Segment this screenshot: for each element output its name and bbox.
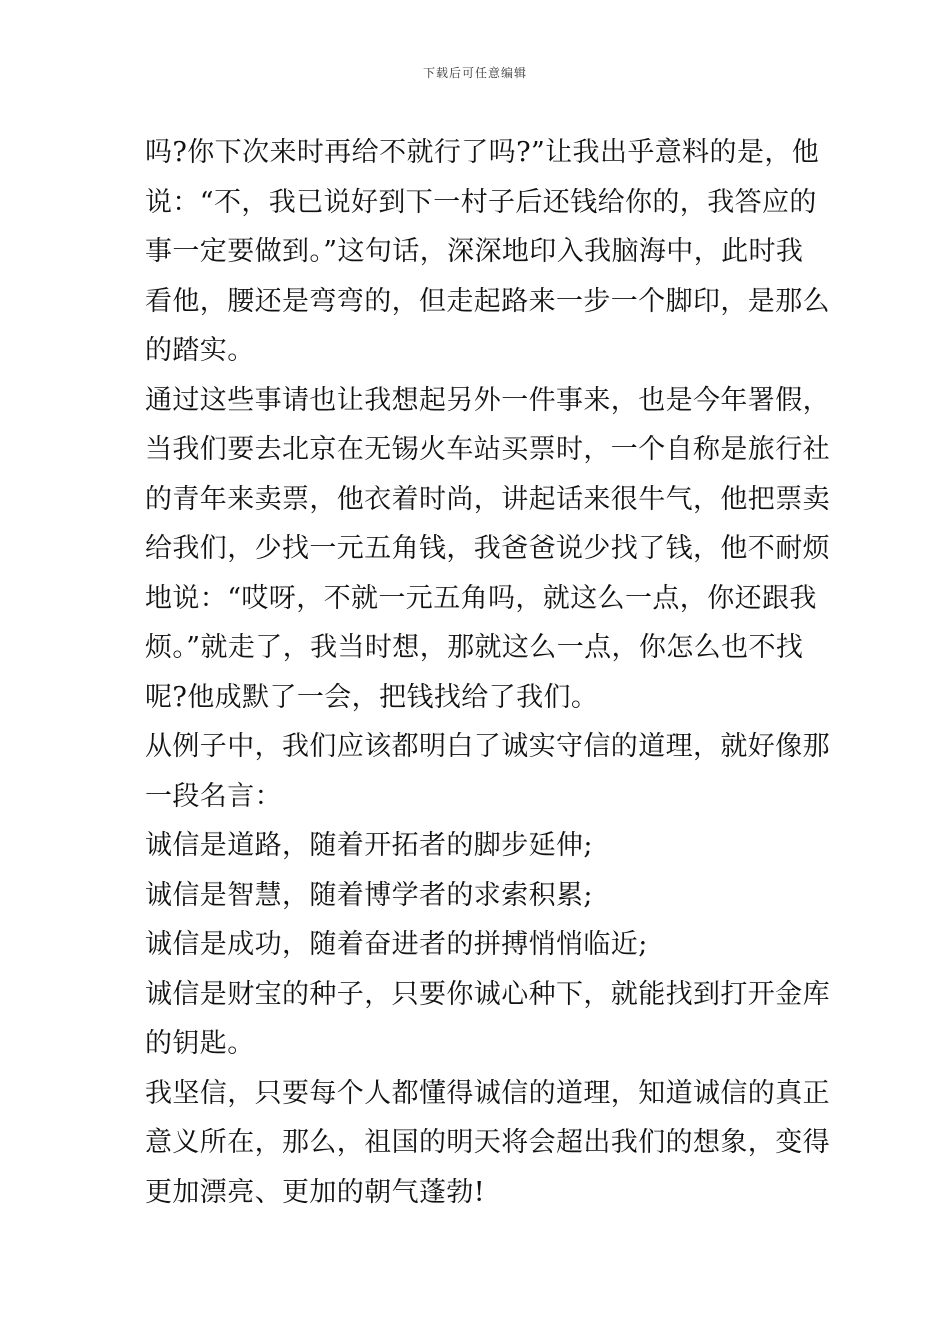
- text-line: 呢?他成默了一会，把钱找给了我们。: [145, 681, 599, 713]
- text-line: 一段名言：: [145, 780, 282, 812]
- text-line: 诚信是智慧，随着博学者的求索积累;: [145, 879, 593, 911]
- text-line: 吗?你下次来时再给不就行了吗?”让我出乎意料的是，他: [145, 137, 820, 168]
- text-line: 通过这些事请也让我想起另外一件事来，也是今年署假，: [145, 384, 830, 416]
- text-line: 当我们要去北京在无锡火车站买票时，一个自称是旅行社: [145, 434, 830, 465]
- text-line: 诚信是财宝的种子，只要你诚心种下，就能找到打开金库: [145, 978, 830, 1010]
- text-line: 的钥匙。: [145, 1028, 255, 1059]
- text-line: 事一定要做到。”这句话，深深地印入我脑海中，此时我: [145, 236, 804, 267]
- text-line: 的青年来卖票，他衣着时尚，讲起话来很牛气，他把票卖: [145, 483, 830, 515]
- text-line: 更加漂亮、更加的朝气蓬勃!: [145, 1176, 486, 1208]
- text-line: 烦。”就走了，我当时想，那就这么一点，你怎么也不找: [145, 632, 804, 663]
- text-line: 我坚信，只要每个人都懂得诚信的道理，知道诚信的真正: [145, 1077, 830, 1109]
- text-line: 地说：“哎呀，不就一元五角吗，就这么一点，你还跟我: [145, 582, 817, 614]
- body-text: [145, 128, 830, 1217]
- text-line: 意义所在，那么，祖国的明天将会超出我们的想象，变得: [145, 1127, 830, 1158]
- text-line: 说：“不，我已说好到下一村子后还钱给你的，我答应的: [145, 186, 817, 218]
- text-line: 诚信是道路，随着开拓者的脚步延伸;: [145, 830, 593, 861]
- page-header: 下载后可任意编辑: [422, 66, 527, 80]
- text-line: 从例子中，我们应该都明白了诚实守信的道理，就好像那: [145, 731, 830, 762]
- text-line: 诚信是成功，随着奋进者的拼搏悄悄临近;: [145, 929, 648, 960]
- text-line: 的踏实。: [145, 335, 255, 366]
- text-line: 看他，腰还是弯弯的，但走起路来一步一个脚印，是那么: [145, 285, 830, 317]
- text-line: 给我们，少找一元五角钱，我爸爸说少找了钱，他不耐烦: [145, 533, 830, 564]
